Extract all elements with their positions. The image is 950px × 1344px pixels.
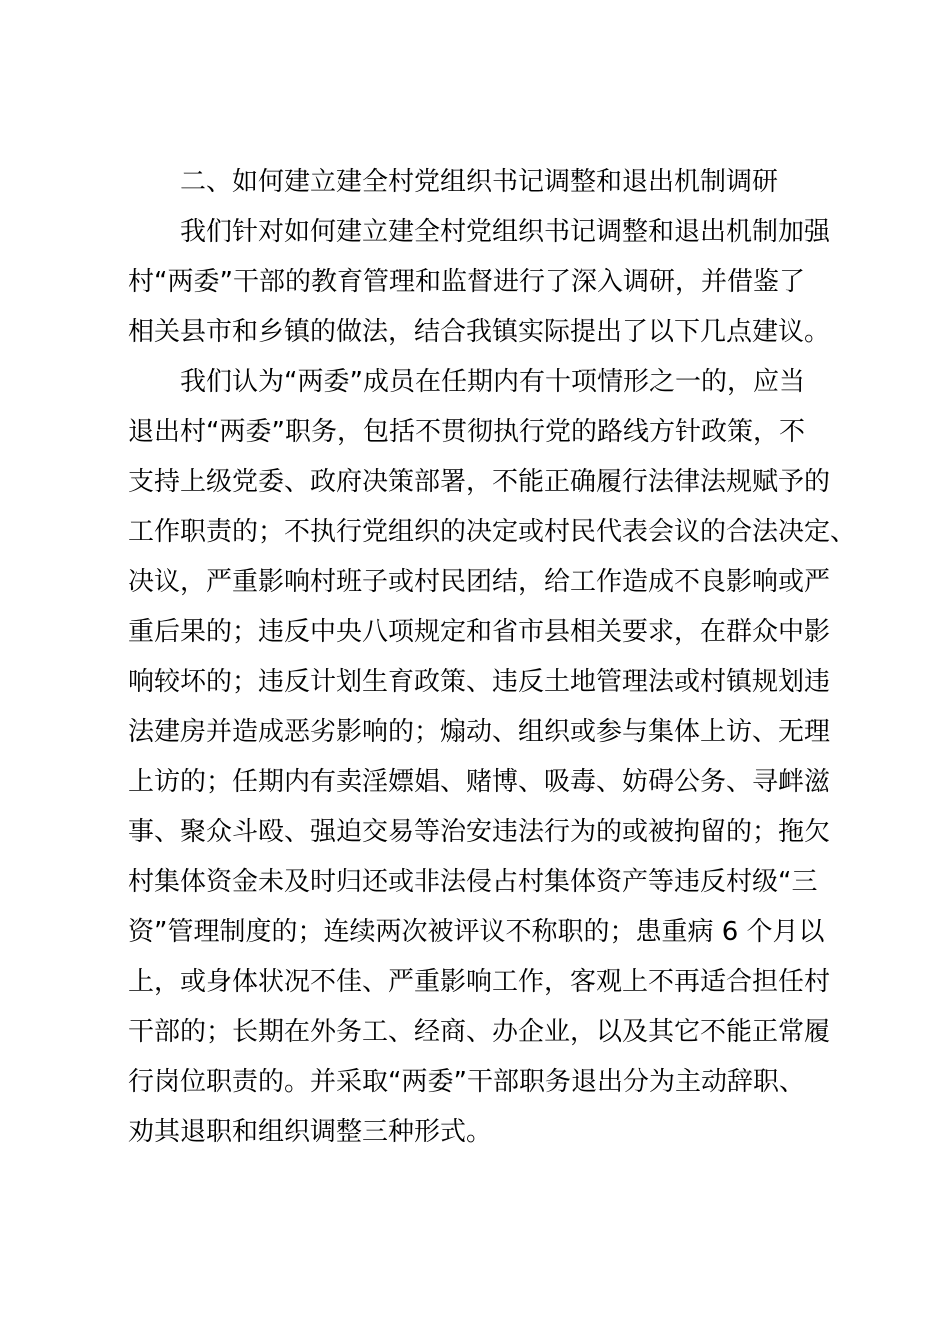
paragraph-2-line-11: 村集体资金未及时归还或非法侵占村集体资产等违反村级“三 [128, 867, 818, 897]
paragraph-2-line-2: 退出村“两委”职务，包括不贯彻执行党的路线方针政策，不 [128, 417, 805, 447]
paragraph-1-line-3: 相关县市和乡镇的做法，结合我镇实际提出了以下几点建议。 [128, 317, 831, 347]
paragraph-2-line-16: 劝其退职和组织调整三种形式。 [128, 1117, 493, 1147]
paragraph-2-line-12: 资”管理制度的；连续两次被评议不称职的；患重病 6 个月以 [128, 917, 825, 947]
section-heading: 二、如何建立建全村党组织书记调整和退出机制调研 [180, 167, 779, 197]
paragraph-2-line-1: 我们认为“两委”成员在任期内有十项情形之一的，应当 [180, 367, 805, 397]
paragraph-2-line-3: 支持上级党委、政府决策部署，不能正确履行法律法规赋予的 [128, 467, 831, 497]
paragraph-2-line-15: 行岗位职责的。并采取“两委”干部职务退出分为主动辞职、 [128, 1067, 805, 1097]
paragraph-1-line-2: 村“两委”干部的教育管理和监督进行了深入调研，并借鉴了 [128, 267, 805, 297]
paragraph-2-line-5: 决议，严重影响村班子或村民团结，给工作造成不良影响或严 [128, 567, 831, 597]
paragraph-2-line-8: 法建房并造成恶劣影响的；煽动、组织或参与集体上访、无理 [128, 717, 831, 747]
paragraph-2-line-9: 上访的；任期内有卖淫嫖娼、赌博、吸毒、妨碍公务、寻衅滋 [128, 767, 831, 797]
paragraph-2-line-7: 响较坏的；违反计划生育政策、违反土地管理法或村镇规划违 [128, 667, 831, 697]
document-body [128, 157, 857, 1157]
paragraph-2-line-6: 重后果的；违反中央八项规定和省市县相关要求，在群众中影 [128, 617, 831, 647]
paragraph-2-line-13: 上，或身体状况不佳、严重影响工作，客观上不再适合担任村 [128, 967, 831, 997]
paragraph-1-line-1: 我们针对如何建立建全村党组织书记调整和退出机制加强 [180, 217, 831, 247]
paragraph-2-line-14: 干部的；长期在外务工、经商、办企业，以及其它不能正常履 [128, 1017, 831, 1047]
paragraph-2-line-4: 工作职责的；不执行党组织的决定或村民代表会议的合法决定、 [128, 517, 857, 547]
paragraph-2-line-10: 事、聚众斗殴、强迫交易等治安违法行为的或被拘留的；拖欠 [128, 817, 831, 847]
